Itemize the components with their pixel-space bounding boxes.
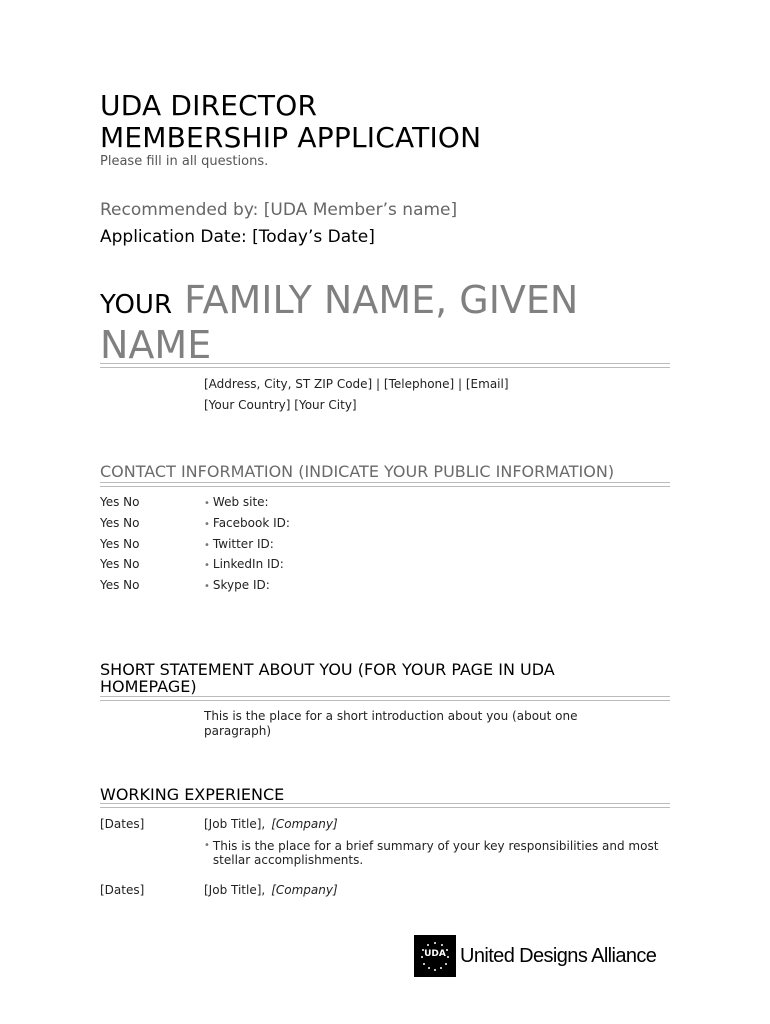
contact-heading: CONTACT INFORMATION (INDICATE YOUR PUBLIC INFORMATION) bbox=[100, 462, 615, 481]
recommended-by-field[interactable]: Recommended by: [UDA Member’s name] bbox=[100, 200, 458, 220]
address-line-2[interactable]: [Your Country] [Your City] bbox=[204, 398, 357, 412]
contact-choice[interactable]: Yes No bbox=[100, 578, 140, 592]
bullet-icon: • bbox=[204, 519, 210, 530]
title-line-2: MEMBERSHIP APPLICATION bbox=[100, 121, 482, 154]
page-title bbox=[100, 90, 481, 154]
address-line-1[interactable]: [Address, City, ST ZIP Code] | [Telephone] | [Email] bbox=[204, 377, 509, 391]
bullet-icon: • bbox=[204, 560, 210, 571]
name-prefix: YOUR bbox=[100, 290, 173, 320]
bullet-icon: • bbox=[204, 840, 210, 851]
contact-choice[interactable]: Yes No bbox=[100, 557, 140, 571]
title-line-1: UDA DIRECTOR bbox=[100, 89, 318, 122]
divider bbox=[100, 363, 670, 368]
entry-company: [Company] bbox=[271, 817, 338, 831]
contact-item-twitter[interactable]: • Twitter ID: bbox=[204, 537, 274, 551]
bullet-icon: • bbox=[204, 540, 210, 551]
entry-title[interactable]: [Job Title], [Company] bbox=[204, 883, 338, 897]
bullet-icon: • bbox=[204, 581, 210, 592]
uda-logo-mark bbox=[414, 935, 456, 977]
logo-mark-text: UDA bbox=[424, 949, 446, 959]
statement-heading: SHORT STATEMENT ABOUT YOU (FOR YOUR PAGE IN UDA HOMEPAGE) bbox=[100, 660, 555, 696]
bullet-icon: • bbox=[204, 498, 210, 509]
divider bbox=[100, 803, 670, 808]
contact-choice[interactable]: Yes No bbox=[100, 495, 140, 509]
entry-title[interactable]: [Job Title], [Company] bbox=[204, 817, 338, 831]
contact-item-linkedin[interactable]: • LinkedIn ID: bbox=[204, 557, 284, 571]
statement-text[interactable]: This is the place for a short introduction about you (about one paragraph) bbox=[204, 709, 578, 738]
experience-heading: WORKING EXPERIENCE bbox=[100, 785, 285, 804]
entry-company: [Company] bbox=[271, 883, 338, 897]
applicant-name[interactable] bbox=[100, 280, 670, 365]
name-value: FAMILY NAME, GIVEN NAME bbox=[100, 278, 579, 367]
contact-item-facebook[interactable]: • Facebook ID: bbox=[204, 516, 290, 530]
contact-item-web[interactable]: • Web site: bbox=[204, 495, 269, 509]
entry-summary[interactable]: • This is the place for a brief summary of your key responsibilities and most stellar accomplishments. bbox=[204, 839, 659, 867]
entry-dates[interactable]: [Dates] bbox=[100, 883, 145, 897]
logo-name: United Designs Alliance bbox=[460, 944, 657, 967]
contact-item-skype[interactable]: • Skype ID: bbox=[204, 578, 270, 592]
uda-logo bbox=[414, 935, 656, 977]
entry-dates[interactable]: [Dates] bbox=[100, 817, 145, 831]
divider bbox=[100, 482, 670, 487]
divider bbox=[100, 696, 670, 701]
application-date-field[interactable]: Application Date: [Today’s Date] bbox=[100, 227, 375, 247]
contact-choice[interactable]: Yes No bbox=[100, 516, 140, 530]
contact-choice[interactable]: Yes No bbox=[100, 537, 140, 551]
subtitle: Please fill in all questions. bbox=[100, 154, 269, 169]
